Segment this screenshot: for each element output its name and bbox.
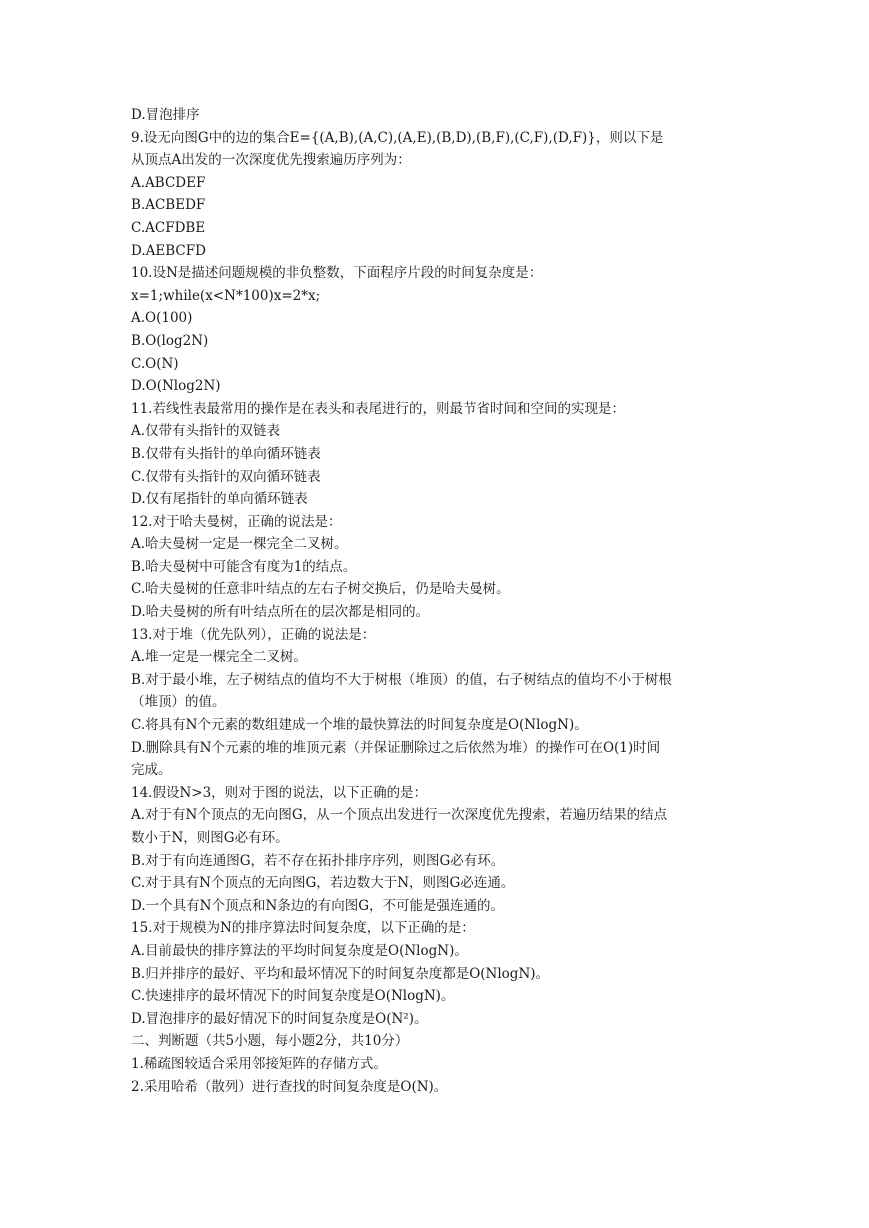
option-line: D.O(Nlog2N) <box>131 378 221 395</box>
question-line: 10.设N是描述问题规模的非负整数，下面程序片段的时间复杂度是： <box>131 265 543 282</box>
option-line: A.目前最快的排序算法的平均时间复杂度是O(NlogN)。 <box>131 942 468 959</box>
option-line: A.O(100) <box>131 310 193 327</box>
option-line: D.一个具有N个顶点和N条边的有向图G，不可能是强连通的。 <box>131 897 505 914</box>
option-line: C.对于具有N个顶点的无向图G，若边数大于N，则图G必连通。 <box>131 875 515 892</box>
option-line: （堆顶）的值。 <box>131 694 226 711</box>
option-line: 数小于N，则图G必有环。 <box>131 830 289 846</box>
option-line: A.对于有N个顶点的无向图G，从一个顶点出发进行一次深度优先搜索，若遍历结果的结点 <box>131 807 668 824</box>
option-line: B.对于有向连通图G，若不存在拓扑排序序列，则图G必有环。 <box>131 852 505 869</box>
option-line: C.将具有N个元素的数组建成一个堆的最快算法的时间复杂度是O(NlogN)。 <box>131 717 588 734</box>
question-line: 15.对于规模为N的排序算法时间复杂度，以下正确的是： <box>131 920 475 937</box>
option-line: D.冒泡排序的最好情况下的时间复杂度是O(N²)。 <box>131 1010 428 1027</box>
option-line: D.仅有尾指针的单向循环链表 <box>131 491 308 508</box>
code-line: x=1;while(x<N*100)x=2*x; <box>131 287 321 304</box>
option-line: D.哈夫曼树的所有叶结点所在的层次都是相同的。 <box>131 604 430 621</box>
option-line: A.仅带有头指针的双链表 <box>131 423 281 440</box>
option-line: C.ACFDBE <box>131 219 206 236</box>
option-line: C.哈夫曼树的任意非叶结点的左右子树交换后，仍是哈夫曼树。 <box>131 581 510 598</box>
option-line: B.归并排序的最好、平均和最坏情况下的时间复杂度都是O(NlogN)。 <box>131 965 550 982</box>
option-line: B.ACBEDF <box>131 197 206 214</box>
option-line: C.仅带有头指针的双向循环链表 <box>131 468 321 485</box>
option-line: D.冒泡排序 <box>131 107 200 123</box>
option-line: B.哈夫曼树中可能含有度为1的结点。 <box>131 558 357 575</box>
option-line: C.快速排序的最坏情况下的时间复杂度是O(NlogN)。 <box>131 988 455 1005</box>
question-line: 11.若线性表最常用的操作是在表头和表尾进行的，则最节省时间和空间的实现是： <box>131 400 625 417</box>
option-line: B.仅带有头指针的单向循环链表 <box>131 445 321 462</box>
question-line: 9.设无向图G中的边的集合E={(A,B),(A,C),(A,E),(B,D),(B,F),(C,F),(D,F)}，则以下是 <box>131 129 664 146</box>
question-line: 14.假设N>3，则对于图的说法，以下正确的是： <box>131 784 428 801</box>
option-line: B.对于最小堆，左子树结点的值均不大于树根（堆顶）的值，右子树结点的值均不小于树根 <box>131 671 672 688</box>
section-heading: 二、判断题（共5小题，每小题2分，共10分） <box>131 1033 409 1050</box>
option-line: A.ABCDEF <box>131 174 206 191</box>
option-line: A.哈夫曼树一定是一棵完全二叉树。 <box>131 536 348 553</box>
option-line: D.AEBCFD <box>131 242 206 259</box>
option-line: 完成。 <box>131 762 172 779</box>
option-line: B.O(log2N) <box>131 332 209 349</box>
question-line: 1.稀疏图较适合采用邻接矩阵的存储方式。 <box>131 1055 387 1072</box>
question-line: 13.对于堆（优先队列），正确的说法是： <box>131 626 376 643</box>
option-line: D.删除具有N个元素的堆的堆顶元素（并保证删除过之后依然为堆）的操作可在O(1)时间 <box>131 739 661 756</box>
option-line: C.O(N) <box>131 355 179 372</box>
option-line: A.堆一定是一棵完全二叉树。 <box>131 649 308 666</box>
question-line: 12.对于哈夫曼树，正确的说法是： <box>131 513 342 530</box>
document-page <box>131 104 751 1098</box>
question-line: 2.采用哈希（散列）进行查找的时间复杂度是O(N)。 <box>131 1078 448 1095</box>
question-line: 从顶点A出发的一次深度优先搜索遍历序列为： <box>131 152 411 169</box>
